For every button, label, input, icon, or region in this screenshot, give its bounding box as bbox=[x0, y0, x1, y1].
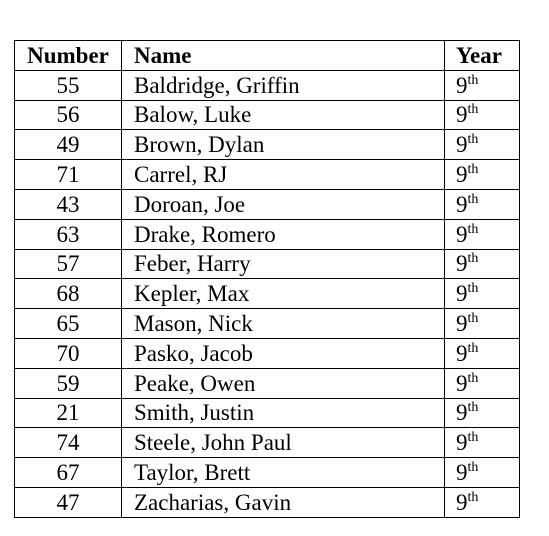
player-name-cell: Mason, Nick bbox=[122, 309, 445, 339]
year-ordinal-suffix: th bbox=[467, 221, 479, 237]
year-ordinal-suffix: th bbox=[467, 191, 479, 207]
player-year-cell bbox=[445, 279, 520, 309]
player-year-cell bbox=[445, 338, 520, 368]
year-value: 9 bbox=[456, 489, 468, 515]
table-row bbox=[15, 160, 520, 190]
year-value: 9 bbox=[456, 72, 468, 98]
player-year-cell bbox=[445, 487, 520, 517]
player-year-cell bbox=[445, 458, 520, 488]
year-ordinal-suffix: th bbox=[467, 102, 479, 118]
player-number-cell: 55 bbox=[15, 70, 122, 100]
player-number-cell: 68 bbox=[15, 279, 122, 309]
player-number-cell: 43 bbox=[15, 189, 122, 219]
year-ordinal-suffix: th bbox=[467, 162, 479, 178]
player-number-cell: 71 bbox=[15, 160, 122, 190]
table-row bbox=[15, 70, 520, 100]
year-ordinal-suffix: th bbox=[467, 489, 479, 505]
year-value: 9 bbox=[456, 162, 468, 188]
year-ordinal-suffix: th bbox=[467, 311, 479, 327]
player-number-cell: 63 bbox=[15, 219, 122, 249]
player-year-cell bbox=[445, 100, 520, 130]
roster-table bbox=[14, 40, 520, 518]
header-row bbox=[15, 41, 520, 71]
year-ordinal-suffix: th bbox=[467, 251, 479, 267]
year-value: 9 bbox=[456, 221, 468, 247]
year-value: 9 bbox=[456, 311, 468, 337]
year-value: 9 bbox=[456, 400, 468, 426]
player-name-cell: Pasko, Jacob bbox=[122, 338, 445, 368]
player-year-cell bbox=[445, 428, 520, 458]
table-row bbox=[15, 338, 520, 368]
year-ordinal-suffix: th bbox=[467, 281, 479, 297]
player-year-cell bbox=[445, 160, 520, 190]
player-name-cell: Baldridge, Griffin bbox=[122, 70, 445, 100]
player-name-cell: Smith, Justin bbox=[122, 398, 445, 428]
player-name-cell: Carrel, RJ bbox=[122, 160, 445, 190]
name-column-header: Name bbox=[122, 41, 445, 71]
table-row bbox=[15, 100, 520, 130]
table-row bbox=[15, 428, 520, 458]
player-year-cell bbox=[445, 309, 520, 339]
player-number-cell: 47 bbox=[15, 487, 122, 517]
roster-body bbox=[15, 70, 520, 517]
year-ordinal-suffix: th bbox=[467, 430, 479, 446]
player-number-cell: 70 bbox=[15, 338, 122, 368]
year-value: 9 bbox=[456, 102, 468, 128]
player-name-cell: Taylor, Brett bbox=[122, 458, 445, 488]
year-value: 9 bbox=[456, 191, 468, 217]
player-number-cell: 74 bbox=[15, 428, 122, 458]
player-number-cell: 49 bbox=[15, 130, 122, 160]
table-row bbox=[15, 458, 520, 488]
year-value: 9 bbox=[456, 370, 468, 396]
year-value: 9 bbox=[456, 281, 468, 307]
year-ordinal-suffix: th bbox=[467, 132, 479, 148]
table-row bbox=[15, 130, 520, 160]
player-year-cell bbox=[445, 249, 520, 279]
year-value: 9 bbox=[456, 460, 468, 486]
player-name-cell: Brown, Dylan bbox=[122, 130, 445, 160]
table-row bbox=[15, 398, 520, 428]
year-column-header: Year bbox=[445, 41, 520, 71]
player-name-cell: Steele, John Paul bbox=[122, 428, 445, 458]
year-value: 9 bbox=[456, 251, 468, 277]
table-row bbox=[15, 309, 520, 339]
table-row bbox=[15, 368, 520, 398]
player-number-cell: 56 bbox=[15, 100, 122, 130]
table-row bbox=[15, 189, 520, 219]
year-ordinal-suffix: th bbox=[467, 370, 479, 386]
year-value: 9 bbox=[456, 430, 468, 456]
table-row bbox=[15, 487, 520, 517]
table-row bbox=[15, 279, 520, 309]
player-year-cell bbox=[445, 130, 520, 160]
player-number-cell: 59 bbox=[15, 368, 122, 398]
player-number-cell: 21 bbox=[15, 398, 122, 428]
player-name-cell: Doroan, Joe bbox=[122, 189, 445, 219]
year-value: 9 bbox=[456, 132, 468, 158]
table-row bbox=[15, 219, 520, 249]
player-year-cell bbox=[445, 189, 520, 219]
player-number-cell: 57 bbox=[15, 249, 122, 279]
year-ordinal-suffix: th bbox=[467, 72, 479, 88]
player-number-cell: 67 bbox=[15, 458, 122, 488]
player-name-cell: Zacharias, Gavin bbox=[122, 487, 445, 517]
player-year-cell bbox=[445, 219, 520, 249]
player-year-cell bbox=[445, 368, 520, 398]
player-year-cell bbox=[445, 70, 520, 100]
player-name-cell: Kepler, Max bbox=[122, 279, 445, 309]
year-ordinal-suffix: th bbox=[467, 400, 479, 416]
player-name-cell: Balow, Luke bbox=[122, 100, 445, 130]
player-name-cell: Feber, Harry bbox=[122, 249, 445, 279]
player-number-cell: 65 bbox=[15, 309, 122, 339]
year-ordinal-suffix: th bbox=[467, 460, 479, 476]
year-value: 9 bbox=[456, 340, 468, 366]
year-ordinal-suffix: th bbox=[467, 340, 479, 356]
player-name-cell: Drake, Romero bbox=[122, 219, 445, 249]
table-row bbox=[15, 249, 520, 279]
player-year-cell bbox=[445, 398, 520, 428]
player-name-cell: Peake, Owen bbox=[122, 368, 445, 398]
number-column-header: Number bbox=[15, 41, 122, 71]
